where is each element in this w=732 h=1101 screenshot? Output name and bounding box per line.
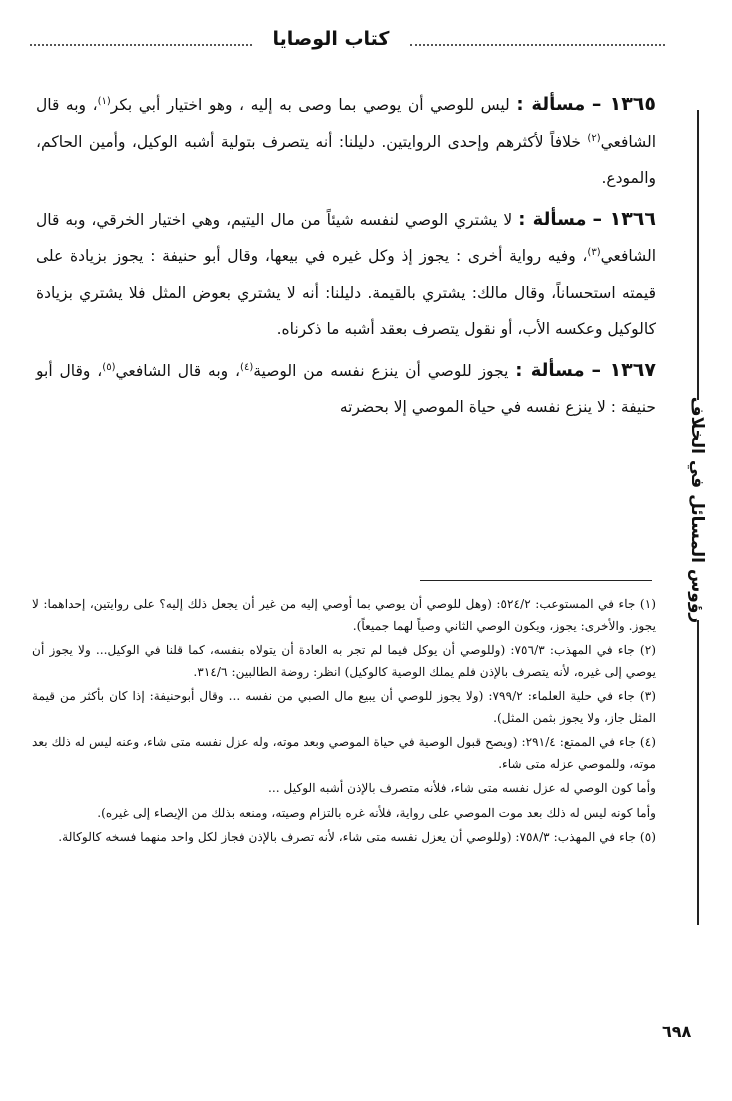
issue-label: مسألة : xyxy=(516,94,586,115)
header-dotted-rule-left xyxy=(30,44,252,46)
issue-text: ، وبه قال الشافعي xyxy=(36,96,656,151)
footnote: (٢) جاء في المهذب: ٧٥٦/٣: (وللوصي أن يوكل فيما لم تجر به العادة أن يتولاه بنفسه، كما قلنا في الوكيل... ولا يجوز أن يوصي إلى غيره، لأنه يتصرف بالإذن فلم يملك الوصية كالوكيل) انظر: روضة الطالبين: ٣١٤/٦. xyxy=(32,643,657,679)
margin-rule-bottom xyxy=(697,620,699,925)
footnote-continuation: وأما كون الوصي له عزل نفسه متى شاء، فلأنه متصرف بالإذن أشبه الوكيل ... xyxy=(268,781,656,795)
footnotes xyxy=(32,594,656,852)
footnote: (١) جاء في المستوعب: ٥٢٤/٢: (وهل للوصي أن يوصي بما أوصي إليه من غير أن يجعل ذلك إليه؟ على روايتين، إحداهما: لا يجوز. والأخرى: يجوز، ويكون الوصي الثاني وصياً لهما جميعاً). xyxy=(32,597,656,633)
footnote: (٤) جاء في الممتع: ٢٩١/٤: (ويصح قبول الوصية في حياة الموصي وبعد موته، وله عزل نفسه متى شاء، وعنه ليس له ذلك بعد موته، وللموصي عزله متى شاء. xyxy=(32,735,656,771)
footnote-continuation: وأما كونه ليس له ذلك بعد موت الموصي على رواية، فلأنه غره بالتزام وصيته، ومنعه بذلك من الإيصاء إلى غيره). xyxy=(97,805,656,820)
footnote-ref: (٥) xyxy=(102,361,116,373)
issue-number: ١٣٦٥ – xyxy=(591,93,656,115)
margin-rule-top xyxy=(697,110,699,400)
issue-1365 xyxy=(36,86,656,197)
margin-running-title xyxy=(672,396,722,623)
footnote-separator xyxy=(420,580,652,581)
issue-text: خلافاً لأكثرهم وإحدى الروايتين. دليلنا: أنه يتصرف بتولية أشبه الوكيل، وأمين الحاكم، والمودع. xyxy=(36,132,656,187)
footnote-ref: (٣) xyxy=(587,246,601,258)
main-text xyxy=(36,86,656,430)
page-number: ٦٩٨ xyxy=(662,1022,692,1041)
footnote-ref: (٢) xyxy=(587,132,601,144)
footnote-ref: (١) xyxy=(97,95,111,107)
margin-running-title-text: رؤوس المسائل في الخلاف xyxy=(687,396,707,623)
issue-1367 xyxy=(36,352,656,426)
issue-number: ١٣٦٦ – xyxy=(592,207,656,230)
issue-number: ١٣٦٧ – xyxy=(591,358,656,381)
issue-text: ، وفيه رواية أخرى : يجوز إذ وكل غيره في بيعها، وقال أبو حنيفة : يجوز بزيادة على قيمته استحساناً، وقال مالك: يشتري بالقيمة. دليلنا: أنه لا يشتري بعوض المثل فلا يشتري بزيادة كالوكيل وعكسه الأب، أو نقول يتصرف بعقد أشبه ما ذكرناه. xyxy=(36,247,656,338)
footnote: (٥) جاء في المهذب: ٧٥٨/٣: (وللوصي أن يعزل نفسه متى شاء، لأنه تصرف بالإذن فجاز لكل واحد منهما فسخه كالوكالة. xyxy=(58,830,656,844)
issue-label: مسألة : xyxy=(518,208,587,230)
issue-label: مسألة : xyxy=(515,359,585,381)
footnote: (٣) جاء في حلية العلماء: ٧٩٩/٢: (ولا يجوز للوصي أن يبيع مال الصبي من نفسه ... وقال أبوحنيفة: إذا كان بأكثر من قيمة المثل جاز، ولا يجوز بثمن المثل). xyxy=(32,689,656,725)
issue-1366 xyxy=(36,201,656,348)
footnote-ref: (٤) xyxy=(240,361,254,373)
header-dotted-rule-right xyxy=(410,44,665,46)
issue-text: يجوز للوصي أن ينزع نفسه من الوصية xyxy=(253,361,509,380)
issue-text: ليس للوصي أن يوصي بما وصى به إليه ، وهو اختيار أبي بكر xyxy=(110,96,510,114)
issue-text: ، وقال أبو حنيفة : لا ينزع نفسه في حياة الموصي إلا بحضرته xyxy=(36,361,656,416)
page-header-title: كتاب الوصايا xyxy=(272,28,390,50)
issue-text: لا يشتري الوصي لنفسه شيئاً من مال اليتيم، وهي اختيار الخرقي، وبه قال الشافعي xyxy=(36,210,656,265)
issue-text: ، وبه قال الشافعي xyxy=(115,361,241,380)
